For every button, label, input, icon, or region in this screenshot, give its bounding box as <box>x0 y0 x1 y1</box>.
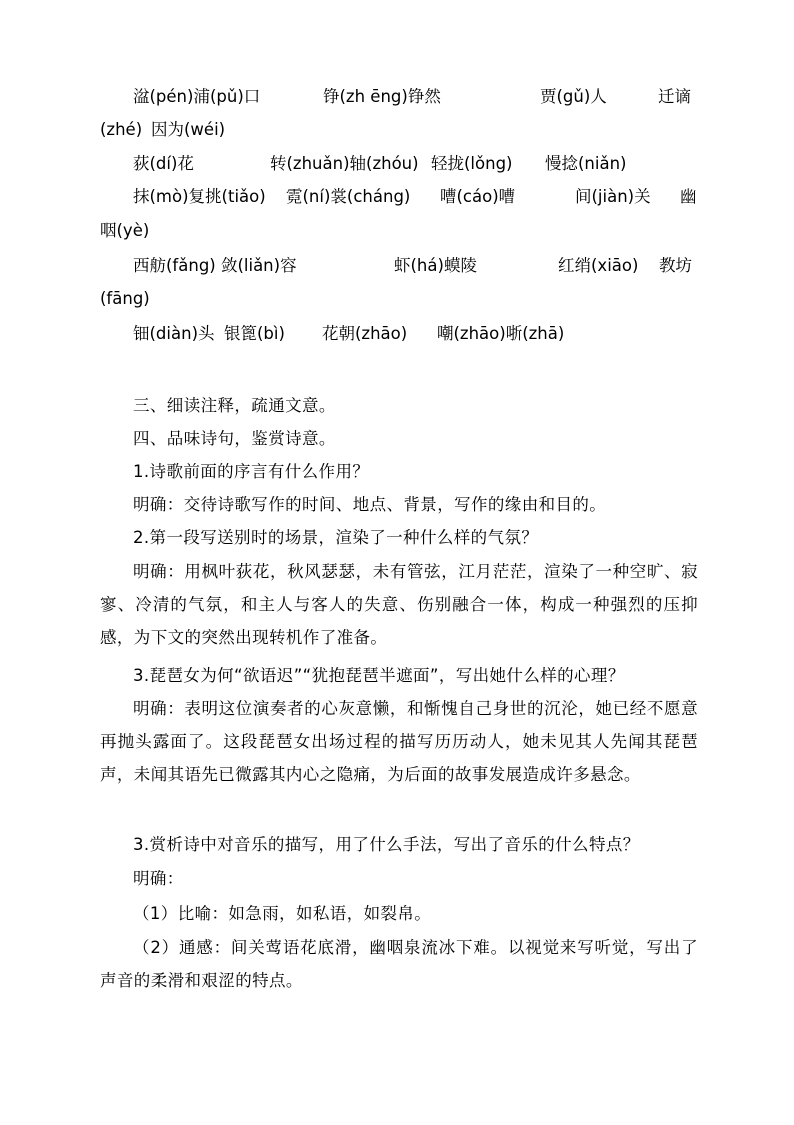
vocab-row-1 <box>0 81 794 113</box>
answer-3: 明确：表明这位演奏者的心灰意懒，和惭愧自己身世的沉沦，她已经不愿意再抛头露面了。这段琵琶女出场过程的描写历历动人，她未见其人先闻其琵琶声，未闻其语先已微露其内心之隐痛，为后面的故事发展造成许多悬念。 <box>100 699 698 784</box>
question-4: 3.赏析诗中对音乐的描写，用了什么手法，写出了音乐的什么特点？ <box>133 835 640 854</box>
vocab-row-3-wrap <box>0 215 794 247</box>
vocab-item: 湓(pén)浦(pǔ)口 <box>133 87 261 106</box>
question-3: 3.琵琶女为何“欲语迟”“犹抱琵琶半遮面”，写出她什么样的心理？ <box>133 666 625 685</box>
answer-2: 明确：用枫叶荻花，秋风瑟瑟，未有管弦，江月茫茫，渲染了一种空旷、寂寥、冷清的气氛，和主人与客人的失意、伤别融合一体，构成一种强烈的压抑感，为下文的突然出现转机作了准备。 <box>100 562 698 647</box>
vocab-row-5 <box>0 318 794 350</box>
vocab-item: (fāng) <box>100 289 150 308</box>
vocab-item: 轻拢(lǒng) <box>431 154 513 173</box>
vocab-item: 嘈(cáo)嘈 <box>440 187 516 206</box>
vocab-item: 贾(gǔ)人 <box>540 87 607 106</box>
vocab-item: 红绡(xiāo) <box>558 256 639 275</box>
vocab-item: 霓(ní)裳(cháng) <box>286 187 411 206</box>
vocab-item: 铮(zh ēng)铮然 <box>323 87 441 106</box>
vocab-item: 教坊 <box>659 256 692 275</box>
vocab-item: 转(zhuǎn)轴(zhóu) <box>270 154 419 173</box>
vocab-item: 间(jiàn)关 <box>575 187 651 206</box>
vocab-item: 花朝(zhāo) <box>322 324 408 343</box>
answer-4-item-2: （2）通感：间关莺语花底滑，幽咽泉流冰下难。以视觉来写听觉，写出了声音的柔滑和艰涩的特点。 <box>100 938 698 990</box>
vocab-row-1-wrap <box>0 114 794 146</box>
vocab-item: 咽(yè) <box>100 221 150 240</box>
question-2: 2.第一段写送别时的场景，渲染了一种什么样的气氛？ <box>133 528 539 547</box>
vocab-item: 西舫(fǎng) 敛(liǎn)容 <box>133 256 297 275</box>
vocab-item: 荻(dí)花 <box>133 154 194 173</box>
vocab-item: 抹(mò)复挑(tiǎo) <box>133 187 266 206</box>
vocab-item: 银篦(bì) <box>224 324 285 343</box>
vocab-item: 虾(há)蟆陵 <box>394 256 477 275</box>
vocab-item: 嘲(zhāo)哳(zhā) <box>437 324 565 343</box>
question-1: 1.诗歌前面的序言有什么作用？ <box>133 462 370 481</box>
vocab-row-3 <box>0 181 794 213</box>
answer-1: 明确：交待诗歌写作的时间、地点、背景，写作的缘由和目的。 <box>133 495 607 514</box>
vocab-item: 迁谪 <box>658 87 691 106</box>
vocab-row-2 <box>0 148 794 180</box>
section-heading-3: 三、细读注释，疏通文意。 <box>133 396 336 415</box>
section-heading-4: 四、品味诗句，鉴赏诗意。 <box>133 429 336 448</box>
vocab-row-4 <box>0 250 794 282</box>
vocab-row-4-wrap <box>0 283 794 315</box>
vocab-item: 因为(wéi) <box>151 120 226 139</box>
vocab-item: (zhé) <box>100 120 143 139</box>
vocab-item: 幽 <box>680 187 697 206</box>
answer-4-item-1: （1）比喻：如急雨，如私语，如裂帛。 <box>133 904 432 923</box>
answer-4-label: 明确： <box>133 869 184 888</box>
vocab-item: 钿(diàn)头 <box>133 324 215 343</box>
vocab-item: 慢捻(niǎn) <box>545 154 627 173</box>
